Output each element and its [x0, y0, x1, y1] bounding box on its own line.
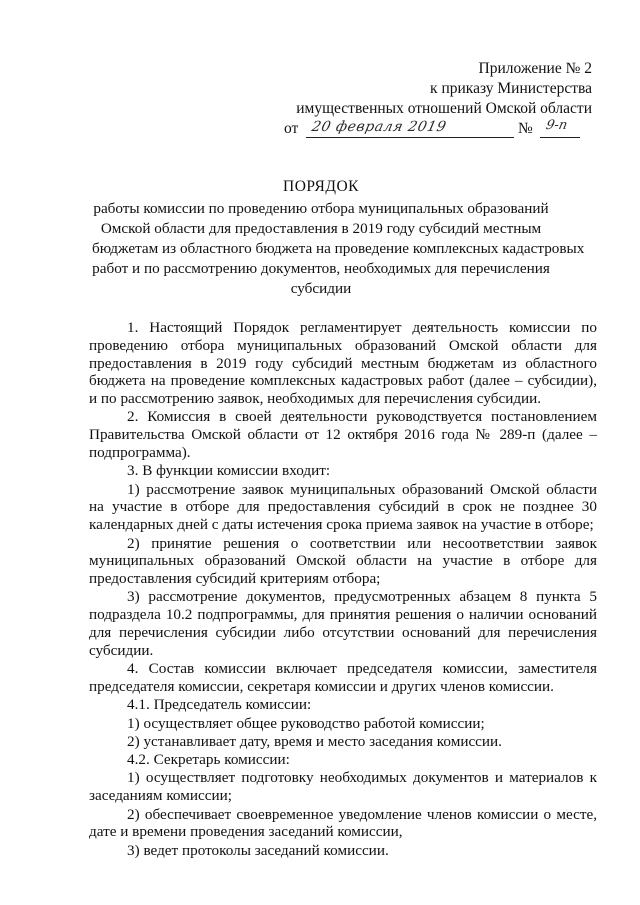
paragraph-3-item-3: 3) рассмотрение документов, предусмотренных абзацем 8 пункта 5 подраздела 10.2 подпрограммы, для принятия решения о наличии оснований для перечисления субсидии либо отсутствии оснований для перечисления субсидии.	[89, 588, 597, 659]
subtitle-line: бюджетам из областного бюджета на проведение комплексных кадастровых	[92, 240, 585, 257]
order-reference: к приказу Министерства	[430, 80, 592, 97]
ministry-name: имущественных отношений Омской области	[296, 100, 592, 117]
paragraph-3: 3. В функции комиссии входит:	[127, 462, 331, 480]
paragraph-4: 4. Состав комиссии включает председателя комиссии, заместителя председателя комиссии, секретаря комиссии и других членов комиссии.	[89, 660, 597, 695]
handwritten-number: 9-п	[544, 118, 569, 133]
paragraph-4-2-item-3: 3) ведет протоколы заседаний комиссии.	[127, 841, 389, 859]
document-subtitle	[92, 199, 585, 299]
number-label: №	[518, 120, 533, 137]
paragraph-4-1: 4.1. Председатель комиссии:	[127, 696, 312, 714]
subtitle-line: работ и по рассмотрению документов, необходимых для перечисления	[92, 260, 550, 277]
paragraph-2: 2. Комиссия в своей деятельности руководствуется постановлением Правительства Омской области от 12 октября 2016 года № 289-п (далее – подпрограмма).	[89, 408, 597, 462]
paragraph-4-1-item-1: 1) осуществляет общее руководство работой комиссии;	[127, 714, 485, 732]
subtitle-line: субсидии	[290, 280, 352, 297]
paragraph-3-item-2: 2) принятие решения о соответствии или несоответствии заявок муниципальных образований Омской области на участие в отборе для предоставления субсидий критериям отбора;	[89, 534, 597, 588]
handwritten-date: 20 февраля 2019	[310, 119, 448, 135]
paragraph-4-1-item-2: 2) устанавливает дату, время и место заседания комиссии.	[127, 732, 502, 750]
paragraph-4-2-item-2: 2) обеспечивает своевременное уведомление членов комиссии о месте, дате и времени проведения заседаний комиссии,	[89, 805, 597, 841]
paragraph-4-2-item-1: 1) осуществляет подготовку необходимых документов и материалов к заседаниям комиссии;	[89, 769, 597, 805]
paragraph-1: 1. Настоящий Порядок регламентирует деятельность комиссии по проведению отбора муниципальных образований Омской области для предоставления в 2019 году субсидий местным бюджетам из областного бюджета на проведение комплексных кадастровых работ (далее – субсидии), и по рассмотрению заявок, необходимых для перечисления субсидии.	[89, 319, 597, 408]
subtitle-line: работы комиссии по проведению отбора муниципальных образований	[93, 200, 549, 217]
order-date-line	[284, 119, 592, 141]
appendix-header	[272, 59, 592, 141]
from-label: от	[284, 120, 299, 137]
subtitle-line: Омской области для предоставления в 2019 году субсидий местным	[100, 220, 542, 237]
document-title: ПОРЯДОК	[283, 178, 359, 195]
document-body	[89, 319, 597, 860]
paragraph-4-2: 4.2. Секретарь комиссии:	[127, 751, 290, 769]
appendix-number: Приложение № 2	[478, 60, 592, 77]
paragraph-3-item-1: 1) рассмотрение заявок муниципальных образований Омской области на участие в отборе для предоставления субсидий в срок не позднее 30 календарных дней с даты истечения срока приема заявок на участие в отборе;	[89, 480, 597, 534]
